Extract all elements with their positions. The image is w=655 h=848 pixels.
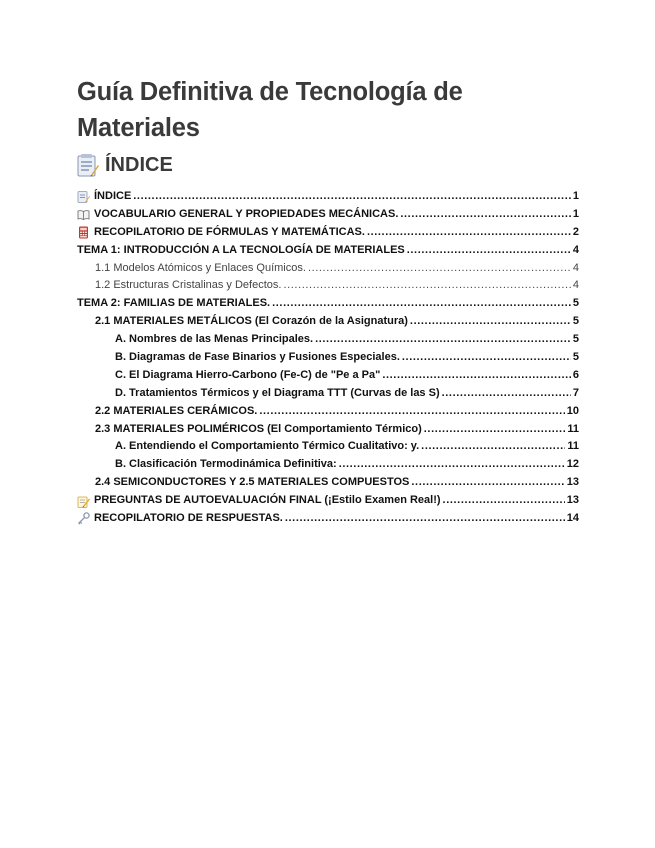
calculator-icon bbox=[77, 226, 90, 239]
toc-dot-leader bbox=[308, 260, 571, 278]
document-title: Guía Definitiva de Tecnología de Materiales bbox=[77, 78, 463, 142]
toc-entry[interactable] bbox=[77, 385, 579, 403]
toc-dot-leader bbox=[283, 277, 570, 295]
toc-entry[interactable] bbox=[77, 242, 579, 260]
toc-entry[interactable] bbox=[77, 277, 579, 295]
toc-entry-label: 1.1 Modelos Atómicos y Enlaces Químicos. bbox=[95, 261, 306, 274]
toc-entry-label: PREGUNTAS DE AUTOEVALUACIÓN FINAL (¡Estilo Examen Real!) bbox=[94, 494, 441, 507]
toc-entry-label: ÍNDICE bbox=[94, 190, 132, 202]
toc-entry-page: 4 bbox=[572, 243, 579, 256]
toc-entry-page: 7 bbox=[572, 386, 579, 399]
toc-dot-leader bbox=[424, 421, 566, 439]
toc-entry[interactable] bbox=[77, 474, 579, 492]
toc-entry-label: 2.3 MATERIALES POLIMÉRICOS (El Comportamiento Térmico) bbox=[95, 422, 422, 435]
toc-entry-label: 2.4 SEMICONDUCTORES Y 2.5 MATERIALES COMPUESTOS bbox=[95, 476, 410, 489]
book-icon bbox=[77, 208, 90, 221]
toc-entry-page: 5 bbox=[572, 333, 579, 346]
toc-entry-page: 11 bbox=[567, 440, 579, 453]
toc-entry-page: 11 bbox=[567, 422, 579, 435]
table-of-contents bbox=[77, 188, 579, 528]
toc-dot-leader bbox=[367, 224, 571, 242]
toc-entry-page: 14 bbox=[566, 512, 579, 525]
toc-entry-page: 5 bbox=[572, 351, 579, 364]
toc-entry[interactable] bbox=[77, 313, 579, 331]
toc-dot-leader bbox=[285, 510, 565, 528]
toc-heading bbox=[77, 150, 173, 180]
toc-entry-label: B. Diagramas de Fase Binarios y Fusiones Especiales. bbox=[115, 351, 400, 364]
toc-dot-leader bbox=[272, 295, 571, 313]
toc-dot-leader bbox=[382, 367, 571, 385]
toc-entry-label: RECOPILATORIO DE FÓRMULAS Y MATEMÁTICAS. bbox=[94, 225, 365, 238]
toc-entry[interactable] bbox=[77, 510, 579, 528]
toc-entry-page: 4 bbox=[572, 261, 579, 274]
toc-entry-label: 2.2 MATERIALES CERÁMICOS. bbox=[95, 404, 258, 417]
toc-entry-label: 2.1 MATERIALES METÁLICOS (El Corazón de la Asignatura) bbox=[95, 315, 408, 328]
toc-dot-leader bbox=[421, 438, 565, 456]
toc-entry-page: 1 bbox=[572, 190, 579, 202]
toc-dot-leader bbox=[407, 242, 571, 260]
toc-entry-page: 10 bbox=[566, 404, 579, 417]
toc-entry[interactable] bbox=[77, 349, 579, 367]
toc-entry-page: 13 bbox=[566, 476, 579, 489]
toc-entry-label: D. Tratamientos Térmicos y el Diagrama TTT (Curvas de las S) bbox=[115, 386, 440, 399]
toc-dot-leader bbox=[443, 492, 565, 510]
toc-entry[interactable] bbox=[77, 492, 579, 510]
toc-entry[interactable] bbox=[77, 331, 579, 349]
toc-entry-page: 5 bbox=[572, 315, 579, 328]
toc-entry-page: 5 bbox=[572, 297, 579, 310]
toc-entry[interactable] bbox=[77, 421, 579, 439]
toc-entry-page: 6 bbox=[572, 368, 579, 381]
toc-entry-label: A. Entendiendo el Comportamiento Térmico Cualitativo: y. bbox=[115, 440, 420, 453]
toc-entry[interactable] bbox=[77, 188, 579, 206]
toc-entry[interactable] bbox=[77, 206, 579, 224]
toc-entry[interactable] bbox=[77, 456, 579, 474]
toc-entry-label: C. El Diagrama Hierro-Carbono (Fe-C) de "Pe a Pa" bbox=[115, 368, 381, 381]
toc-dot-leader bbox=[411, 474, 564, 492]
toc-dot-leader bbox=[402, 349, 571, 367]
toc-entry-label: B. Clasificación Termodinámica Definitiva: bbox=[115, 458, 337, 471]
toc-entry-label: 1.2 Estructuras Cristalinas y Defectos. bbox=[95, 279, 282, 292]
toc-entry-label: TEMA 1: INTRODUCCIÓN A LA TECNOLOGÍA DE MATERIALES bbox=[77, 243, 405, 256]
toc-entry[interactable] bbox=[77, 438, 579, 456]
toc-dot-leader bbox=[400, 206, 571, 224]
toc-dot-leader bbox=[339, 456, 565, 474]
toc-entry[interactable] bbox=[77, 367, 579, 385]
toc-entry[interactable] bbox=[77, 224, 579, 242]
key-icon bbox=[77, 512, 90, 525]
toc-dot-leader bbox=[442, 385, 571, 403]
toc-entry-label: TEMA 2: FAMILIAS DE MATERIALES. bbox=[77, 297, 271, 310]
toc-entry[interactable] bbox=[77, 403, 579, 421]
toc-entry-page: 12 bbox=[566, 458, 579, 471]
toc-entry-label: A. Nombres de las Menas Principales. bbox=[115, 333, 314, 346]
toc-entry[interactable] bbox=[77, 295, 579, 313]
toc-dot-leader bbox=[133, 188, 571, 206]
memo-icon bbox=[77, 190, 90, 203]
pencil-memo-icon bbox=[77, 495, 90, 508]
toc-dot-leader bbox=[315, 331, 571, 349]
toc-entry-page: 4 bbox=[572, 279, 579, 292]
toc-entry-page: 13 bbox=[566, 494, 579, 507]
toc-entry[interactable] bbox=[77, 260, 579, 278]
toc-entry-label: VOCABULARIO GENERAL Y PROPIEDADES MECÁNICAS. bbox=[94, 207, 399, 220]
memo-icon bbox=[77, 153, 99, 177]
toc-heading-label: ÍNDICE bbox=[105, 153, 173, 176]
toc-dot-leader bbox=[410, 313, 571, 331]
toc-entry-label: RECOPILATORIO DE RESPUESTAS. bbox=[94, 512, 283, 525]
toc-entry-page: 1 bbox=[572, 207, 579, 220]
toc-entry-page: 2 bbox=[572, 225, 579, 238]
toc-dot-leader bbox=[259, 403, 564, 421]
